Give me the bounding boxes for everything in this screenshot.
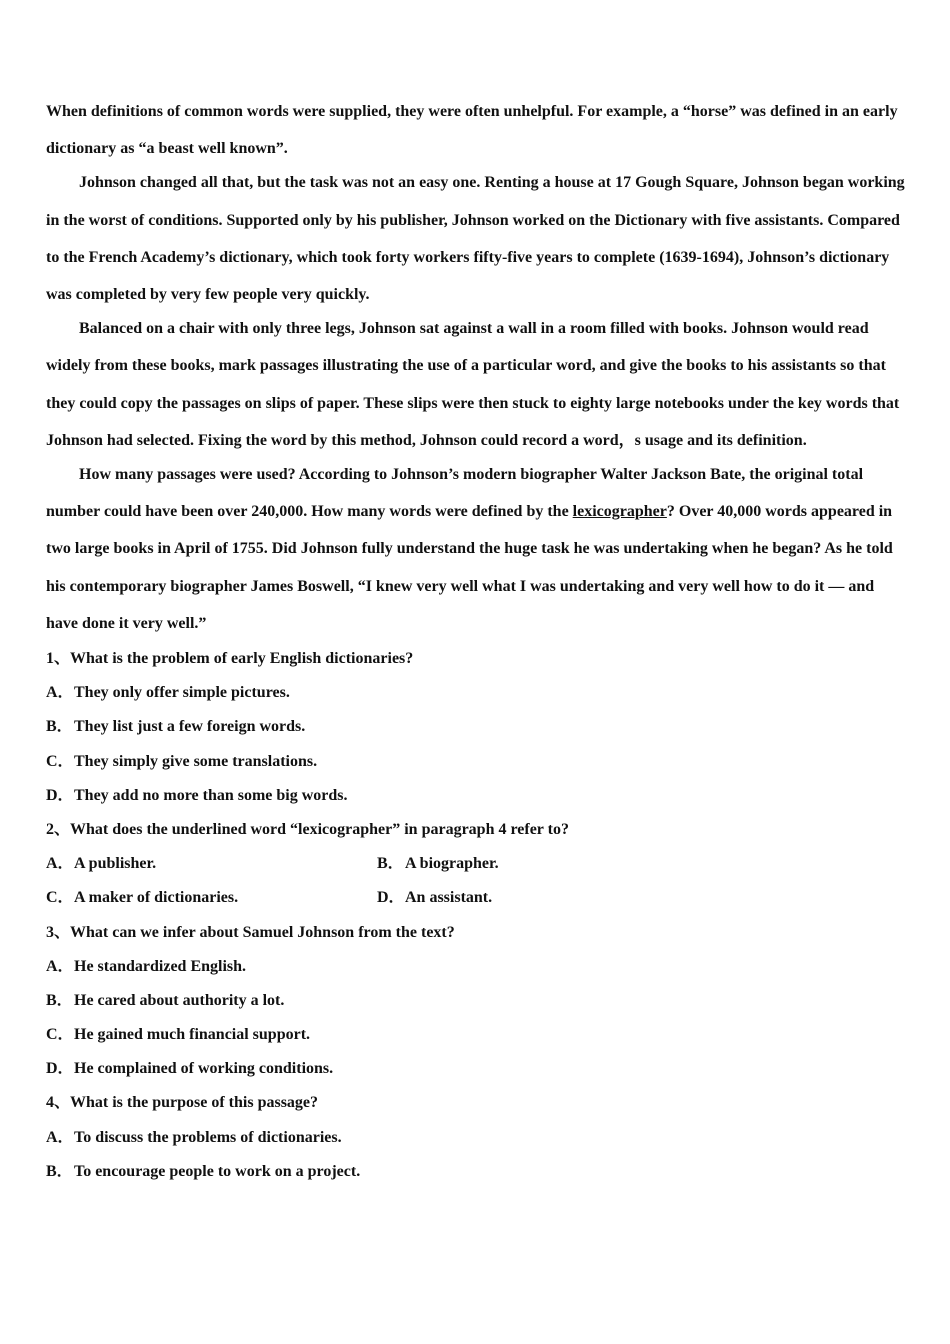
question-3 bbox=[46, 916, 908, 1087]
question-4-option-a[interactable] bbox=[46, 1121, 908, 1155]
option-text: To discuss the problems of dictionaries. bbox=[74, 1128, 342, 1146]
option-letter: A． bbox=[46, 957, 74, 975]
option-letter: D． bbox=[377, 889, 405, 907]
question-4 bbox=[46, 1086, 908, 1189]
paragraph-2: Johnson changed all that, but the task was not an easy one. Renting a house at 17 Gough Square, Johnson began working in the worst of conditions. Supported only by his publisher, Johnson worked on the Dictionary with five assistants. Compared to the French Academy’s dictionary, which took forty workers fifty-five years to complete (1639-1694), Johnson’s dictionary was completed by very few people very quickly. bbox=[46, 174, 905, 304]
question-1-stem: 1、What is the problem of early English dictionaries? bbox=[46, 650, 414, 668]
question-2-options-row-1 bbox=[46, 847, 908, 881]
option-text: To encourage people to work on a project. bbox=[74, 1162, 361, 1180]
option-letter: C． bbox=[46, 752, 74, 770]
question-2-option-c[interactable] bbox=[46, 881, 377, 915]
paragraph-4 bbox=[46, 456, 908, 642]
paragraph-4-text-after: ? Over 40,000 words appeared in two large books in April of 1755. Did Johnson fully understand the huge task he was undertaking when he began? As he told his contemporary biographer James Boswell, “I knew very well what I was undertaking and very well how to do it — and have done it very well.” bbox=[46, 503, 893, 632]
document-page bbox=[46, 93, 908, 1189]
option-text: An assistant. bbox=[405, 889, 493, 907]
question-1 bbox=[46, 642, 908, 813]
option-text: He standardized English. bbox=[74, 957, 247, 975]
option-text: A biographer. bbox=[405, 855, 499, 873]
option-text: They simply give some translations. bbox=[74, 752, 318, 770]
option-letter: B． bbox=[377, 855, 404, 873]
paragraph-1: When definitions of common words were supplied, they were often unhelpful. For example, a “horse” was defined in an early dictionary as “a beast well known”. bbox=[46, 103, 898, 158]
option-letter: B． bbox=[46, 991, 73, 1009]
question-2 bbox=[46, 813, 908, 916]
question-2-option-b[interactable] bbox=[377, 847, 708, 881]
question-1-option-c[interactable] bbox=[46, 745, 908, 779]
option-text: He gained much financial support. bbox=[74, 1026, 311, 1044]
option-letter: B． bbox=[46, 1162, 73, 1180]
underlined-word-lexicographer: lexicographer bbox=[572, 503, 667, 521]
option-letter: D． bbox=[46, 1060, 74, 1078]
question-4-option-b[interactable] bbox=[46, 1155, 908, 1189]
option-text: They only offer simple pictures. bbox=[74, 684, 290, 702]
option-letter: B． bbox=[46, 718, 73, 736]
question-3-option-c[interactable] bbox=[46, 1018, 908, 1052]
paragraph-4-text-before: How many passages were used? According to Johnson’s modern biographer Walter Jackson Bate, the original total number could have been over 240,000. How many words were defined by the bbox=[46, 466, 864, 521]
option-letter: A． bbox=[46, 855, 74, 873]
question-1-option-b[interactable] bbox=[46, 710, 908, 744]
question-3-option-b[interactable] bbox=[46, 984, 908, 1018]
option-letter: A． bbox=[46, 1128, 74, 1146]
question-1-option-a[interactable] bbox=[46, 676, 908, 710]
option-text: They list just a few foreign words. bbox=[74, 718, 306, 736]
option-letter: A． bbox=[46, 684, 74, 702]
question-1-option-d[interactable] bbox=[46, 779, 908, 813]
option-text: A maker of dictionaries. bbox=[74, 889, 239, 907]
option-letter: C． bbox=[46, 889, 74, 907]
question-3-option-d[interactable] bbox=[46, 1052, 908, 1086]
question-2-option-d[interactable] bbox=[377, 881, 708, 915]
question-3-stem: 3、What can we infer about Samuel Johnson from the text? bbox=[46, 923, 455, 941]
option-text: He cared about authority a lot. bbox=[74, 991, 285, 1009]
question-2-stem: 2、What does the underlined word “lexicographer” in paragraph 4 refer to? bbox=[46, 820, 569, 838]
paragraph-3: Balanced on a chair with only three legs, Johnson sat against a wall in a room filled with books. Johnson would read widely from these books, mark passages illustrating the use of a particular word, and give the books to his assistants so that they could copy the passages on slips of paper. These slips were then stuck to eighty large notebooks under the key words that Johnson had selected. Fixing the word by this method, Johnson could record a word，s usage and its definition. bbox=[46, 320, 900, 449]
option-text: He complained of working conditions. bbox=[74, 1060, 334, 1078]
option-text: They add no more than some big words. bbox=[74, 786, 348, 804]
question-2-options-row-2 bbox=[46, 881, 908, 915]
question-4-stem: 4、What is the purpose of this passage? bbox=[46, 1094, 319, 1112]
option-text: A publisher. bbox=[74, 855, 157, 873]
question-3-option-a[interactable] bbox=[46, 950, 908, 984]
option-letter: C． bbox=[46, 1026, 74, 1044]
question-2-option-a[interactable] bbox=[46, 847, 377, 881]
option-letter: D． bbox=[46, 786, 74, 804]
